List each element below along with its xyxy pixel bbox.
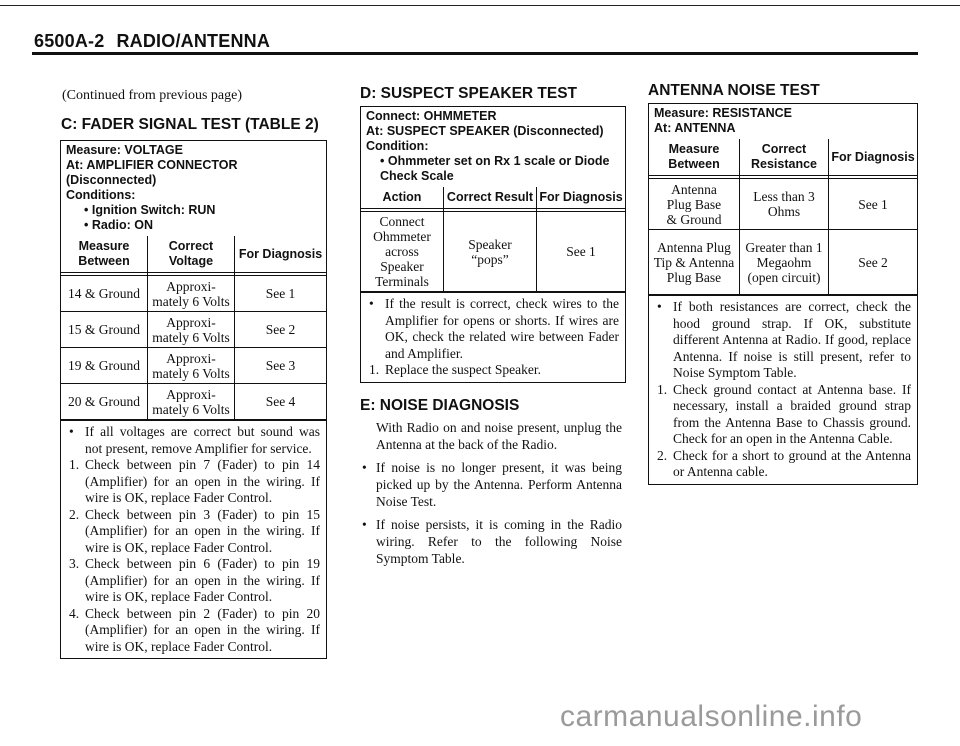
table-row: [649, 179, 917, 230]
table-cell: Speaker “pops”: [444, 212, 537, 292]
table-row: [61, 276, 326, 312]
table-cell: See 1: [235, 276, 327, 312]
site-watermark: carmanualsonline.info: [560, 700, 863, 733]
diagnosis-bullet: • If both resistances are correct, check the hood ground strap. If OK, substitute different Antenna at Radio. If good, replace Antenna. If noise is still present, refer to Noise Symptom Table.: [657, 299, 911, 380]
column-header: For Diagnosis: [235, 236, 327, 273]
fader-test-box: [60, 140, 327, 659]
diagnosis-step: 3. Check between pin 6 (Fader) to pin 19 (Amplifier) for an open in the wiring. If wire is OK, replace Fader Control.: [69, 556, 320, 604]
column-header: For Diagnosis: [537, 187, 626, 209]
antenna-resistance-table: [649, 139, 917, 295]
antenna-diagnosis-notes: [649, 295, 917, 484]
noise-diagnosis-title: E: NOISE DIAGNOSIS: [360, 396, 520, 414]
speaker-test-conditions: [361, 107, 625, 187]
measure-line: Measure: RESISTANCE: [654, 106, 792, 120]
continued-note: (Continued from previous page): [62, 88, 243, 103]
column-header: Correct Voltage: [148, 236, 235, 273]
noise-bullet: • If noise persists, it is coming in the Radio wiring. Refer to the following Noise Symptom Table.: [362, 516, 622, 566]
antenna-test-title: ANTENNA NOISE TEST: [648, 82, 820, 99]
table-cell: 19 & Ground: [61, 348, 148, 384]
measure-line: Measure: VOLTAGE: [66, 143, 183, 157]
speaker-diagnosis-notes: [361, 292, 625, 382]
section-code: 6500A-2: [34, 31, 105, 51]
table-header-row: [361, 187, 625, 209]
column-header: For Diagnosis: [829, 139, 918, 176]
table-cell: Less than 3 Ohms: [740, 179, 829, 230]
table-cell: Connect Ohmmeter across Speaker Terminals: [361, 212, 444, 292]
table-cell: Approxi-mately 6 Volts: [148, 276, 235, 312]
table-cell: Approxi-mately 6 Volts: [148, 348, 235, 384]
speaker-test-box: [360, 106, 626, 383]
condition-item: • Radio: ON: [84, 218, 153, 232]
table-cell: Greater than 1 Megaohm (open circuit): [740, 230, 829, 295]
top-rule: [0, 5, 960, 6]
diagnosis-step: 2. Check between pin 3 (Fader) to pin 15 (Amplifier) for an open in the wiring. If wire is OK, replace Fader Control.: [69, 506, 320, 555]
table-cell: See 3: [235, 348, 327, 384]
fader-voltage-table: [61, 236, 326, 420]
table-row: [649, 230, 917, 295]
at-line: At: ANTENNA: [654, 121, 736, 135]
table-cell: See 1: [537, 212, 626, 292]
table-row: [61, 384, 326, 420]
table-cell: See 2: [235, 312, 327, 348]
conditions-label: Conditions:: [66, 188, 136, 202]
table-header-row: [61, 236, 326, 273]
table-header-row: [649, 139, 917, 176]
page-header: [34, 31, 270, 52]
fader-test-title: C: FADER SIGNAL TEST (TABLE 2): [61, 116, 319, 133]
condition-item: • Ohmmeter set on Rx 1 scale or Diode Check Scale: [380, 154, 610, 183]
condition-item: • Ignition Switch: RUN: [84, 203, 216, 217]
fader-test-conditions: [61, 141, 326, 236]
table-cell: Approxi-mately 6 Volts: [148, 312, 235, 348]
column-header: Action: [361, 187, 444, 209]
fader-diagnosis-notes: [61, 420, 326, 658]
diagnosis-step: 2. Check for a short to ground at the Antenna or Antenna cable.: [657, 447, 911, 479]
table-row: [361, 212, 625, 292]
speaker-noise-column: [360, 85, 628, 569]
table-row: [61, 348, 326, 384]
table-cell: Approxi-mately 6 Volts: [148, 384, 235, 420]
noise-diagnosis-body: [360, 419, 622, 567]
speaker-test-table: [361, 187, 625, 292]
table-cell: Antenna Plug Tip & Antenna Plug Base: [649, 230, 740, 295]
at-line: At: SUSPECT SPEAKER (Disconnected): [366, 124, 604, 138]
condition-label: Condition:: [366, 139, 429, 153]
diagnosis-step: 1. Replace the suspect Speaker.: [369, 362, 541, 377]
section-title: RADIO/ANTENNA: [116, 31, 271, 51]
table-cell: Antenna Plug Base & Ground: [649, 179, 740, 230]
antenna-test-box: [648, 103, 918, 485]
antenna-noise-column: [648, 82, 920, 485]
column-header: Measure Between: [61, 236, 148, 273]
diagnosis-step: 1. Check between pin 7 (Fader) to pin 14 (Amplifier) for an open in the wiring. If wire is OK, replace Fader Control.: [69, 457, 320, 505]
table-cell: 20 & Ground: [61, 384, 148, 420]
fader-signal-column: [60, 88, 328, 659]
table-cell: 14 & Ground: [61, 276, 148, 312]
antenna-test-conditions: [649, 104, 917, 139]
table-cell: See 4: [235, 384, 327, 420]
table-cell: 15 & Ground: [61, 312, 148, 348]
column-header: Correct Resistance: [740, 139, 829, 176]
diagnosis-bullet: • If all voltages are correct but sound was not present, remove Amplifier for service.: [69, 424, 320, 456]
noise-intro: With Radio on and noise present, unplug the Antenna at the back of the Radio.: [376, 419, 622, 452]
diagnosis-step: 4. Check between pin 2 (Fader) to pin 20 (Amplifier) for an open in the wiring. If wire is OK, replace Fader Control.: [69, 605, 320, 654]
diagnosis-bullet: • If the result is correct, check wires to the Amplifier for opens or shorts. If wires are OK, check the related wire between Fader and Amplifier.: [369, 296, 619, 361]
speaker-test-title: D: SUSPECT SPEAKER TEST: [360, 85, 578, 102]
table-cell: See 1: [829, 179, 918, 230]
column-header: Measure Between: [649, 139, 740, 176]
connect-line: Connect: OHMMETER: [366, 109, 497, 123]
header-rule: [32, 52, 918, 55]
noise-bullet: • If noise is no longer present, it was being picked up by the Antenna. Perform Antenna Noise Test.: [362, 459, 622, 509]
table-cell: See 2: [829, 230, 918, 295]
at-line: At: AMPLIFIER CONNECTOR (Disconnected): [66, 158, 238, 187]
diagnosis-step: 1. Check ground contact at Antenna base. If necessary, install a braided ground strap from the Antenna Base to Chassis ground. Check for an open in the Antenna Cable.: [657, 381, 911, 446]
table-row: [61, 312, 326, 348]
column-header: Correct Result: [444, 187, 537, 209]
